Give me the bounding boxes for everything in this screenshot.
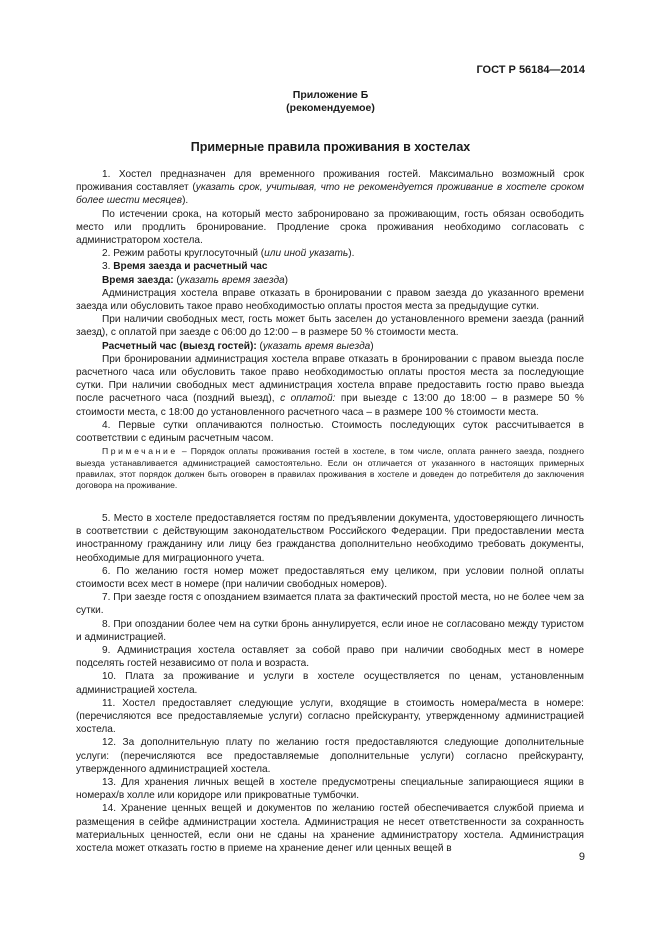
text-run-italic: или иной указать [264,248,349,260]
paragraph-13: 7. При заезде гостя с опозданием взимается плата за фактический простой места, но не более чем за сутки. [76,592,584,617]
paragraph-8 [76,340,584,353]
paragraph-18: 12. За дополнительную плату по желанию гостя предоставляются следующие дополнительные услуги: (перечисляются все предоставляемые дополнительные услуги) согласно прейскуранту, утвержденного администрацией хостела. [76,737,584,775]
text-run-italic: указать время выезда [262,340,371,352]
text-run-bold: Время заезда и расчетный час [113,261,268,273]
paragraph-6: Администрация хостела вправе отказать в бронировании с правом заезда до указанного времени заезда или обусловить такое право необходимостью оплаты простоя места за предыдущие сутки. [76,287,584,313]
note [76,446,584,492]
text-run-bold: Расчетный час (выезд гостей): [102,340,257,352]
standard-number: ГОСТ Р 56184—2014 [476,64,585,76]
paragraph-4 [76,260,584,273]
document-body [76,168,584,855]
paragraph-5 [76,274,584,287]
paragraph-7: При наличии свободных мест, гость может быть заселен до установленного времени заезда (ранний заезд), с оплатой при заезде с 06:00 до 12:00 – в размере 50 % стоимости места. [76,314,584,339]
text-run-italic: с оплатой: [280,393,336,405]
paragraph-10: 4. Первые сутки оплачиваются полностью. Стоимость последующих суток рассчитывается в соответствии с единым расчетным часом. [76,419,584,445]
paragraph-19: 13. Для хранения личных вещей в хостеле предусмотрены специальные запирающиеся ящики в номерах/в холле или коридоре или прикроватные тумбочки. [76,776,584,802]
paragraph-14: 8. При опоздании более чем на сутки бронь аннулируется, если иное не согласовано между туристом и администрацией. [76,618,584,643]
text-run: При бронировании администрация хостела вправе отказать в бронировании с правом выезда после расчетного часа или обусловить такое право необходимостью оплаты простоя места за последующие сутки. При наличии свободных мест администрация хостела вправе предоставить гостю право выезда после расчетного часа (поздний выезд), [76,353,584,405]
text-run: 2. Режим работы круглосуточный ( [102,248,265,260]
annex-heading [0,89,661,115]
text-run: ( [173,274,180,286]
text-run-italic: указать срок, учитывая, что не рекомендуется проживание в хостеле сроком более шести месяцев [76,182,585,207]
annex-title: Приложение Б [292,89,369,101]
paragraph-20: 14. Хранение ценных вещей и документов по желанию гостей обеспечивается службой приема и размещения в сейфе администрации хостела. Администрация не несет ответственности за сохранность материальных ценностей, если они не сданы на хранение администратору хостела. Администрация хостела может отказать гостю в приеме на хранение денег или ценных вещей в [76,803,584,854]
paragraph-16: 10. Плата за проживание и услуги в хостеле осуществляется по ценам, установленным администрацией хостела. [76,671,584,696]
text-run: ). [182,195,189,207]
text-run: 1. Хостел предназначен для временного проживания гостей. Максимально возможный срок проживания составляет ( [76,169,584,194]
paragraph-11: 5. Место в хостеле предоставляется гостям по предъявлении документа, удостоверяющего личность в соответствии с действующим законодательством Российского Федерации. При предоставлении места иностранному гражданину или лицу без гражданства дополнительно необходимо требовать документы, необходимые для миграционного учета. [76,512,584,564]
paragraph-9 [76,353,584,419]
text-run: 3. [102,261,114,273]
paragraph-3 [76,247,584,260]
document-title: Примерные правила проживания в хостелах [190,140,471,154]
paragraph-2: По истечении срока, на который место забронировано за проживающим, гость обязан освободить место или продлить бронирование. Продление срока проживания необходимо согласовать с администратором хостела. [76,208,584,247]
section-gap [76,492,584,512]
text-run: ). [348,248,355,260]
note-text: – Порядок оплаты проживания гостей в хостеле, в том числе, оплата раннего заезда, позднего выезда устанавливается администрацией самостоятельно. Если он отличается от указанного в настоящих примерных правилах, этот порядок должен быть оговорен в правилах проживания в хостеле и доведен до потребителя до заключения договора на проживание. [76,446,584,491]
paragraph-17: 11. Хостел предоставляет следующие услуги, входящие в стоимость номера/места в номере: (перечисляются все предоставляемые услуги) согласно прейскуранту, утвержденному администрацией хостела. [76,697,584,736]
text-run-italic: указать время заезда [179,274,285,286]
text-run-bold: Время заезда: [102,274,174,286]
paragraph-12: 6. По желанию гостя номер может предоставляться ему целиком, при условии полной оплаты стоимости всех мест в номере (при наличии свободных номеров). [76,565,584,590]
paragraph-15: 9. Администрация хостела оставляет за собой право при наличии свободных мест в номере подселять гостей независимо от пола и возраста. [76,644,584,670]
text-run: ) [284,274,289,286]
text-run: ( [256,340,263,352]
text-run: при выезде с 13:00 до 18:00 – в размере 50 % стоимости места, с 18:00 до установленного расчетного часа – в размере 100 % стоимости места. [76,393,584,418]
note-label: Примечание [102,446,178,457]
page-number: 9 [578,851,585,863]
text-run: ) [370,340,374,352]
paragraph-1 [76,168,584,208]
annex-subtitle: (рекомендуемое) [286,102,375,114]
